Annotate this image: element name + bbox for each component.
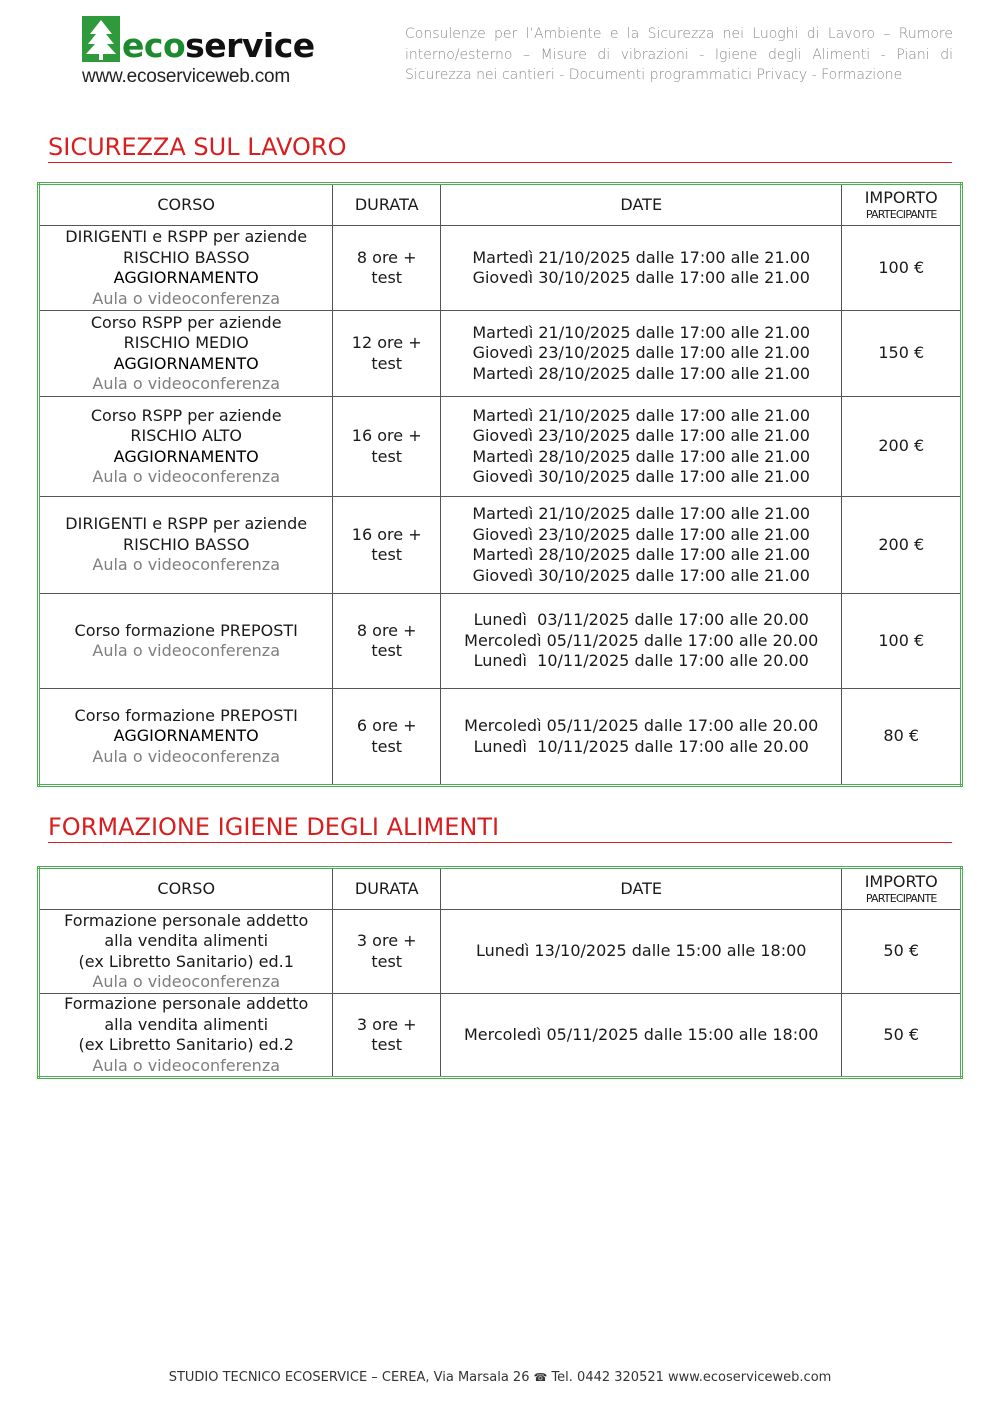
duration-line: 3 ore +	[356, 931, 417, 950]
duration-cell	[333, 311, 441, 397]
price-cell: 200 €	[842, 397, 962, 497]
course-name-line: RISCHIO MEDIO	[123, 333, 249, 352]
course-cell	[39, 497, 333, 594]
footer-address: STUDIO TECNICO ECOSERVICE – CEREA, Via Marsala 26	[168, 1370, 534, 1385]
course-update-label: AGGIORNAMENTO	[113, 353, 259, 373]
course-mode: Aula o videoconferenza	[92, 467, 281, 486]
course-mode: Aula o videoconferenza	[92, 555, 281, 575]
header-tagline: Consulenze per l’Ambiente e la Sicurezza nei Luoghi di Lavoro – Rumore interno/esterno – Misure di vibrazioni - Igiene degli Alimenti - Piani di Sicurezza nei cantieri - Documenti programmatici Privacy - Formazione	[405, 26, 953, 83]
course-cell	[39, 689, 333, 786]
table-row	[39, 311, 962, 397]
duration-line: test	[371, 545, 403, 564]
duration-cell	[333, 910, 441, 994]
course-cell	[39, 226, 333, 311]
price-cell: 50 €	[842, 910, 962, 994]
logo-eco: eco	[122, 26, 186, 65]
dates-cell	[441, 594, 842, 689]
table-row	[39, 226, 962, 311]
duration-line: test	[371, 268, 403, 287]
date-line: Giovedì 23/10/2025 dalle 17:00 alle 21.00	[472, 343, 810, 363]
table-header-row	[39, 868, 962, 910]
date-line: Mercoledì 05/11/2025 dalle 17:00 alle 20.00	[464, 630, 819, 650]
price-cell: 80 €	[842, 689, 962, 786]
section-title-sicurezza: SICUREZZA SUL LAVORO	[48, 132, 952, 163]
header-durata: DURATA	[333, 868, 441, 910]
course-name-line: Formazione personale addetto	[64, 994, 309, 1013]
dates-cell	[441, 397, 842, 497]
course-update-label: AGGIORNAMENTO	[113, 726, 259, 746]
course-name-line: RISCHIO BASSO	[122, 247, 250, 267]
duration-line: 3 ore +	[356, 1014, 417, 1034]
logo-wordmark	[122, 26, 315, 66]
date-line: Lunedì 10/11/2025 dalle 17:00 alle 20.00	[473, 651, 809, 671]
header-importo-label: IMPORTO	[864, 187, 938, 207]
header-importo-sub: PARTECIPANTE	[865, 892, 937, 906]
price-cell: 200 €	[842, 497, 962, 594]
header-corso: CORSO	[39, 184, 333, 226]
header-date: DATE	[440, 868, 841, 910]
course-name-line: RISCHIO BASSO	[122, 534, 250, 554]
table-row	[39, 397, 962, 497]
course-name-line: (ex Libretto Sanitario) ed.2	[78, 1035, 294, 1054]
duration-line: test	[371, 446, 403, 466]
date-line: Martedì 28/10/2025 dalle 17:00 alle 21.00	[472, 363, 811, 383]
course-mode: Aula o videoconferenza	[92, 1055, 281, 1075]
duration-line: 16 ore +	[351, 426, 422, 445]
dates-cell	[440, 910, 841, 994]
footer-contact: Tel. 0442 320521 www.ecoserviceweb.com	[547, 1370, 832, 1385]
duration-line: 6 ore +	[356, 716, 417, 735]
header-corso: CORSO	[39, 868, 333, 910]
date-line: Martedì 21/10/2025 dalle 17:00 alle 21.00	[472, 504, 811, 523]
course-name-line: DIRIGENTI e RSPP per aziende	[65, 227, 308, 246]
header-durata: DURATA	[333, 184, 441, 226]
header-importo-sub: PARTECIPANTE	[865, 208, 937, 222]
course-cell	[39, 910, 333, 994]
course-name-line: Corso RSPP per aziende	[90, 312, 282, 332]
duration-line: test	[371, 951, 403, 971]
course-name-line: alla vendita alimenti	[104, 1014, 269, 1034]
table-row	[39, 497, 962, 594]
course-name-line: RISCHIO ALTO	[130, 426, 243, 445]
date-line: Giovedì 23/10/2025 dalle 17:00 alle 21.00	[472, 426, 810, 445]
date-line: Lunedì 13/10/2025 dalle 15:00 alle 18:00	[475, 941, 807, 961]
table-row	[39, 994, 962, 1078]
duration-cell	[333, 594, 441, 689]
duration-line: test	[371, 1035, 403, 1054]
date-line: Martedì 21/10/2025 dalle 17:00 alle 21.00	[472, 247, 811, 267]
date-line: Mercoledì 05/11/2025 dalle 17:00 alle 20.00	[464, 716, 819, 735]
dates-cell	[441, 311, 842, 397]
course-mode: Aula o videoconferenza	[92, 374, 281, 393]
table-row	[39, 594, 962, 689]
course-name-line: Corso formazione PREPOSTI	[74, 705, 298, 725]
date-line: Giovedì 30/10/2025 dalle 17:00 alle 21.00	[472, 268, 810, 287]
course-name-line: Corso formazione PREPOSTI	[74, 620, 298, 640]
header-importo	[842, 184, 962, 226]
date-line: Martedì 28/10/2025 dalle 17:00 alle 21.00	[472, 545, 811, 564]
price-cell: 50 €	[842, 994, 962, 1078]
duration-line: test	[371, 736, 403, 756]
date-line: Martedì 28/10/2025 dalle 17:00 alle 21.00	[472, 446, 811, 466]
date-line: Martedì 21/10/2025 dalle 17:00 alle 21.00	[472, 405, 811, 425]
price-cell: 150 €	[842, 311, 962, 397]
date-line: Giovedì 30/10/2025 dalle 17:00 alle 21.00	[472, 467, 810, 486]
dates-cell	[441, 497, 842, 594]
table-row	[39, 910, 962, 994]
date-line: Mercoledì 05/11/2025 dalle 15:00 alle 18:00	[464, 1024, 819, 1044]
date-line: Giovedì 30/10/2025 dalle 17:00 alle 21.00	[472, 565, 810, 585]
logo-service: service	[185, 26, 315, 65]
phone-icon: ☎	[533, 1371, 548, 1384]
course-name-line: DIRIGENTI e RSPP per aziende	[65, 514, 308, 534]
course-cell	[39, 594, 333, 689]
page-footer	[0, 1370, 1000, 1385]
price-cell: 100 €	[842, 226, 962, 311]
duration-line: 12 ore +	[351, 333, 422, 352]
course-cell	[39, 397, 333, 497]
courses-table-igiene	[37, 866, 963, 1079]
course-mode: Aula o videoconferenza	[92, 641, 281, 660]
duration-line: test	[371, 641, 403, 660]
date-line: Lunedì 03/11/2025 dalle 17:00 alle 20.00	[473, 610, 809, 630]
course-name-line: Formazione personale addetto	[64, 910, 309, 930]
header-importo	[842, 868, 962, 910]
date-line: Lunedì 10/11/2025 dalle 17:00 alle 20.00	[473, 736, 809, 756]
course-update-label: AGGIORNAMENTO	[113, 268, 259, 287]
header-date: DATE	[441, 184, 842, 226]
logo-url: www.ecoserviceweb.com	[82, 66, 291, 87]
duration-cell	[333, 397, 441, 497]
dates-cell	[440, 994, 841, 1078]
dates-cell	[441, 226, 842, 311]
course-mode: Aula o videoconferenza	[92, 288, 281, 308]
tree-logo-icon	[82, 16, 120, 62]
duration-cell	[333, 497, 441, 594]
table-row	[39, 689, 962, 786]
duration-line: 8 ore +	[356, 620, 417, 640]
course-name-line: Corso RSPP per aziende	[90, 405, 282, 425]
header-importo-label: IMPORTO	[864, 871, 938, 891]
course-cell	[39, 994, 333, 1078]
table-header-row	[39, 184, 962, 226]
course-cell	[39, 311, 333, 397]
courses-table-sicurezza	[37, 182, 963, 787]
date-line: Martedì 21/10/2025 dalle 17:00 alle 21.00	[472, 322, 811, 342]
duration-cell	[333, 689, 441, 786]
course-mode: Aula o videoconferenza	[92, 746, 281, 766]
company-logo	[82, 16, 342, 88]
duration-cell	[333, 994, 441, 1078]
duration-line: 8 ore +	[356, 247, 417, 267]
course-name-line: alla vendita alimenti	[104, 931, 269, 950]
course-mode: Aula o videoconferenza	[92, 972, 281, 991]
section-title-igiene: FORMAZIONE IGIENE DEGLI ALIMENTI	[48, 812, 952, 843]
duration-line: 16 ore +	[351, 524, 422, 544]
course-update-label: AGGIORNAMENTO	[113, 446, 259, 466]
course-name-line: (ex Libretto Sanitario) ed.1	[78, 951, 294, 971]
price-cell: 100 €	[842, 594, 962, 689]
duration-cell	[333, 226, 441, 311]
duration-line: test	[371, 353, 403, 373]
dates-cell	[441, 689, 842, 786]
date-line: Giovedì 23/10/2025 dalle 17:00 alle 21.00	[472, 524, 810, 544]
